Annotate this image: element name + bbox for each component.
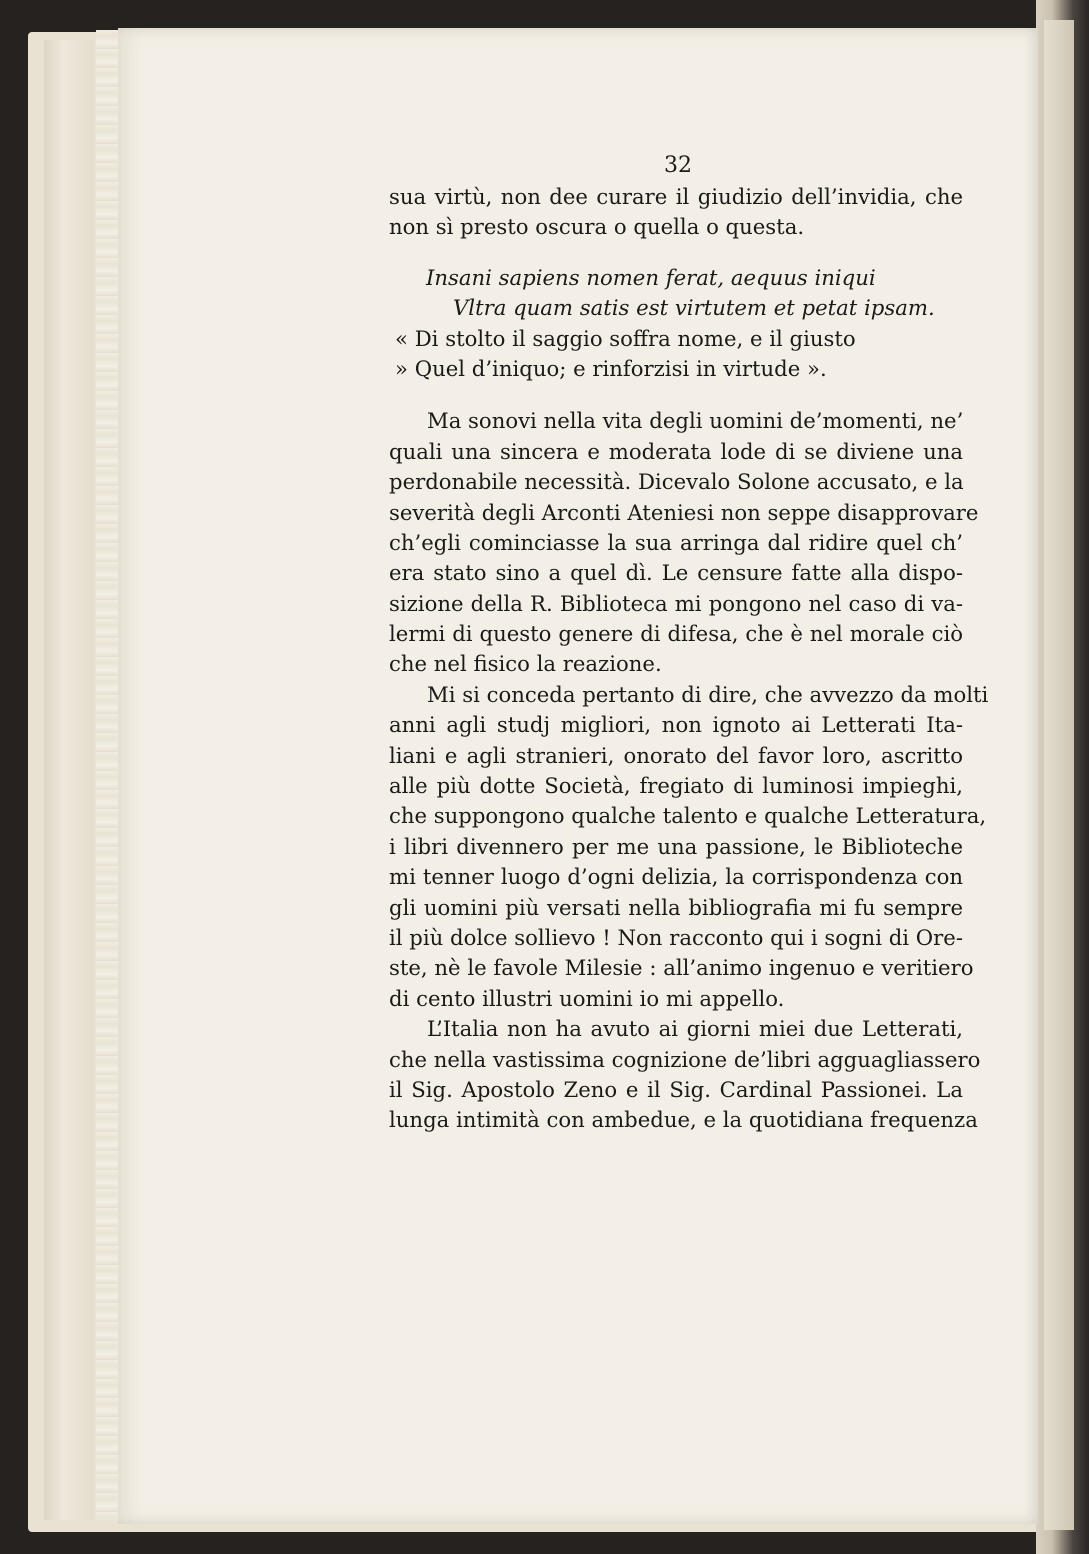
italian-verse-line: » Quel d’iniquo; e rinforzisi in virtude ». (395, 355, 827, 381)
text-line: lermi di questo genere di difesa, che è nel morale ciò (389, 621, 963, 647)
latin-verse-line: Vltra quam satis est virtutem et petat ipsam. (453, 295, 935, 321)
spacer (389, 243, 963, 263)
text-line: non sì presto oscura o quella o questa. (389, 214, 805, 240)
text-line: che suppongono qualche talento e qualche Letteratura, (389, 803, 987, 829)
text-line: il Sig. Apostolo Zeno e il Sig. Cardinal Passionei. La (389, 1076, 963, 1102)
left-page-edges (44, 40, 94, 1520)
text-line: il più dolce sollievo ! Non racconto qui i sogni di Ore- (389, 924, 963, 950)
text-line: liani e agli stranieri, onorato del favor loro, ascritto (389, 742, 963, 768)
text-line: mi tenner luogo d’ogni delizia, la corrispondenza con (389, 864, 963, 890)
text-line: L’Italia non ha avuto ai giorni miei due Letterati, (427, 1016, 963, 1042)
text-line: Mi si conceda pertanto di dire, che avvezzo da molti (427, 681, 989, 707)
text-line: anni agli studj migliori, non ignoto ai Letterati Ita- (389, 712, 963, 738)
text-line: di cento illustri uomini io mi appello. (389, 985, 785, 1011)
paragraph-2 (389, 680, 989, 1014)
text-line: gli uomini più versati nella bibliografia mi fu sempre (389, 894, 963, 920)
text-line: sizione della R. Biblioteca mi pongono nel caso di va- (389, 590, 963, 616)
text-line: lunga intimità con ambedue, e la quotidiana frequenza (389, 1107, 978, 1133)
spacer (389, 384, 963, 406)
page-text (389, 150, 989, 1136)
paragraph-3 (389, 1014, 981, 1136)
paragraph-1 (389, 406, 979, 680)
italian-verse-line: « Di stolto il saggio soffra nome, e il giusto (395, 325, 856, 351)
page-number: 32 (664, 153, 692, 178)
text-line: Ma sonovi nella vita degli uomini de’momenti, ne’ (427, 408, 964, 434)
text-line: alle più dotte Società, fregiato di luminosi impieghi, (389, 773, 963, 799)
text-line: sua virtù, non dee curare il giudizio dell’invidia, che (389, 184, 963, 209)
text-line: ste, nè le favole Milesie : all’animo ingenuo e veritiero (389, 955, 974, 981)
text-line: severità degli Arconti Ateniesi non seppe disapprovare (389, 499, 979, 525)
text-line: che nella vastissima cognizione de’libri agguagliassero (389, 1046, 981, 1072)
text-line: ch’egli cominciasse la sua arringa dal ridire quel ch’ (389, 529, 963, 555)
verse-quotation (389, 263, 963, 385)
text-line: era stato sino a quel dì. Le censure fatte alla dispo- (389, 560, 963, 586)
text-line: quali una sincera e moderata lode di se diviene una (389, 438, 963, 464)
text-line: perdonabile necessità. Dicevalo Solone accusato, e la (389, 469, 964, 495)
text-line: i libri divennero per me una passione, le Biblioteche (389, 833, 963, 859)
text-line: che nel fisico la reazione. (389, 651, 662, 677)
facing-page-edge (1044, 20, 1074, 1530)
latin-verse-line: Insani sapiens nomen ferat, aequus iniqui (426, 264, 876, 290)
opening-paragraph (389, 182, 963, 243)
